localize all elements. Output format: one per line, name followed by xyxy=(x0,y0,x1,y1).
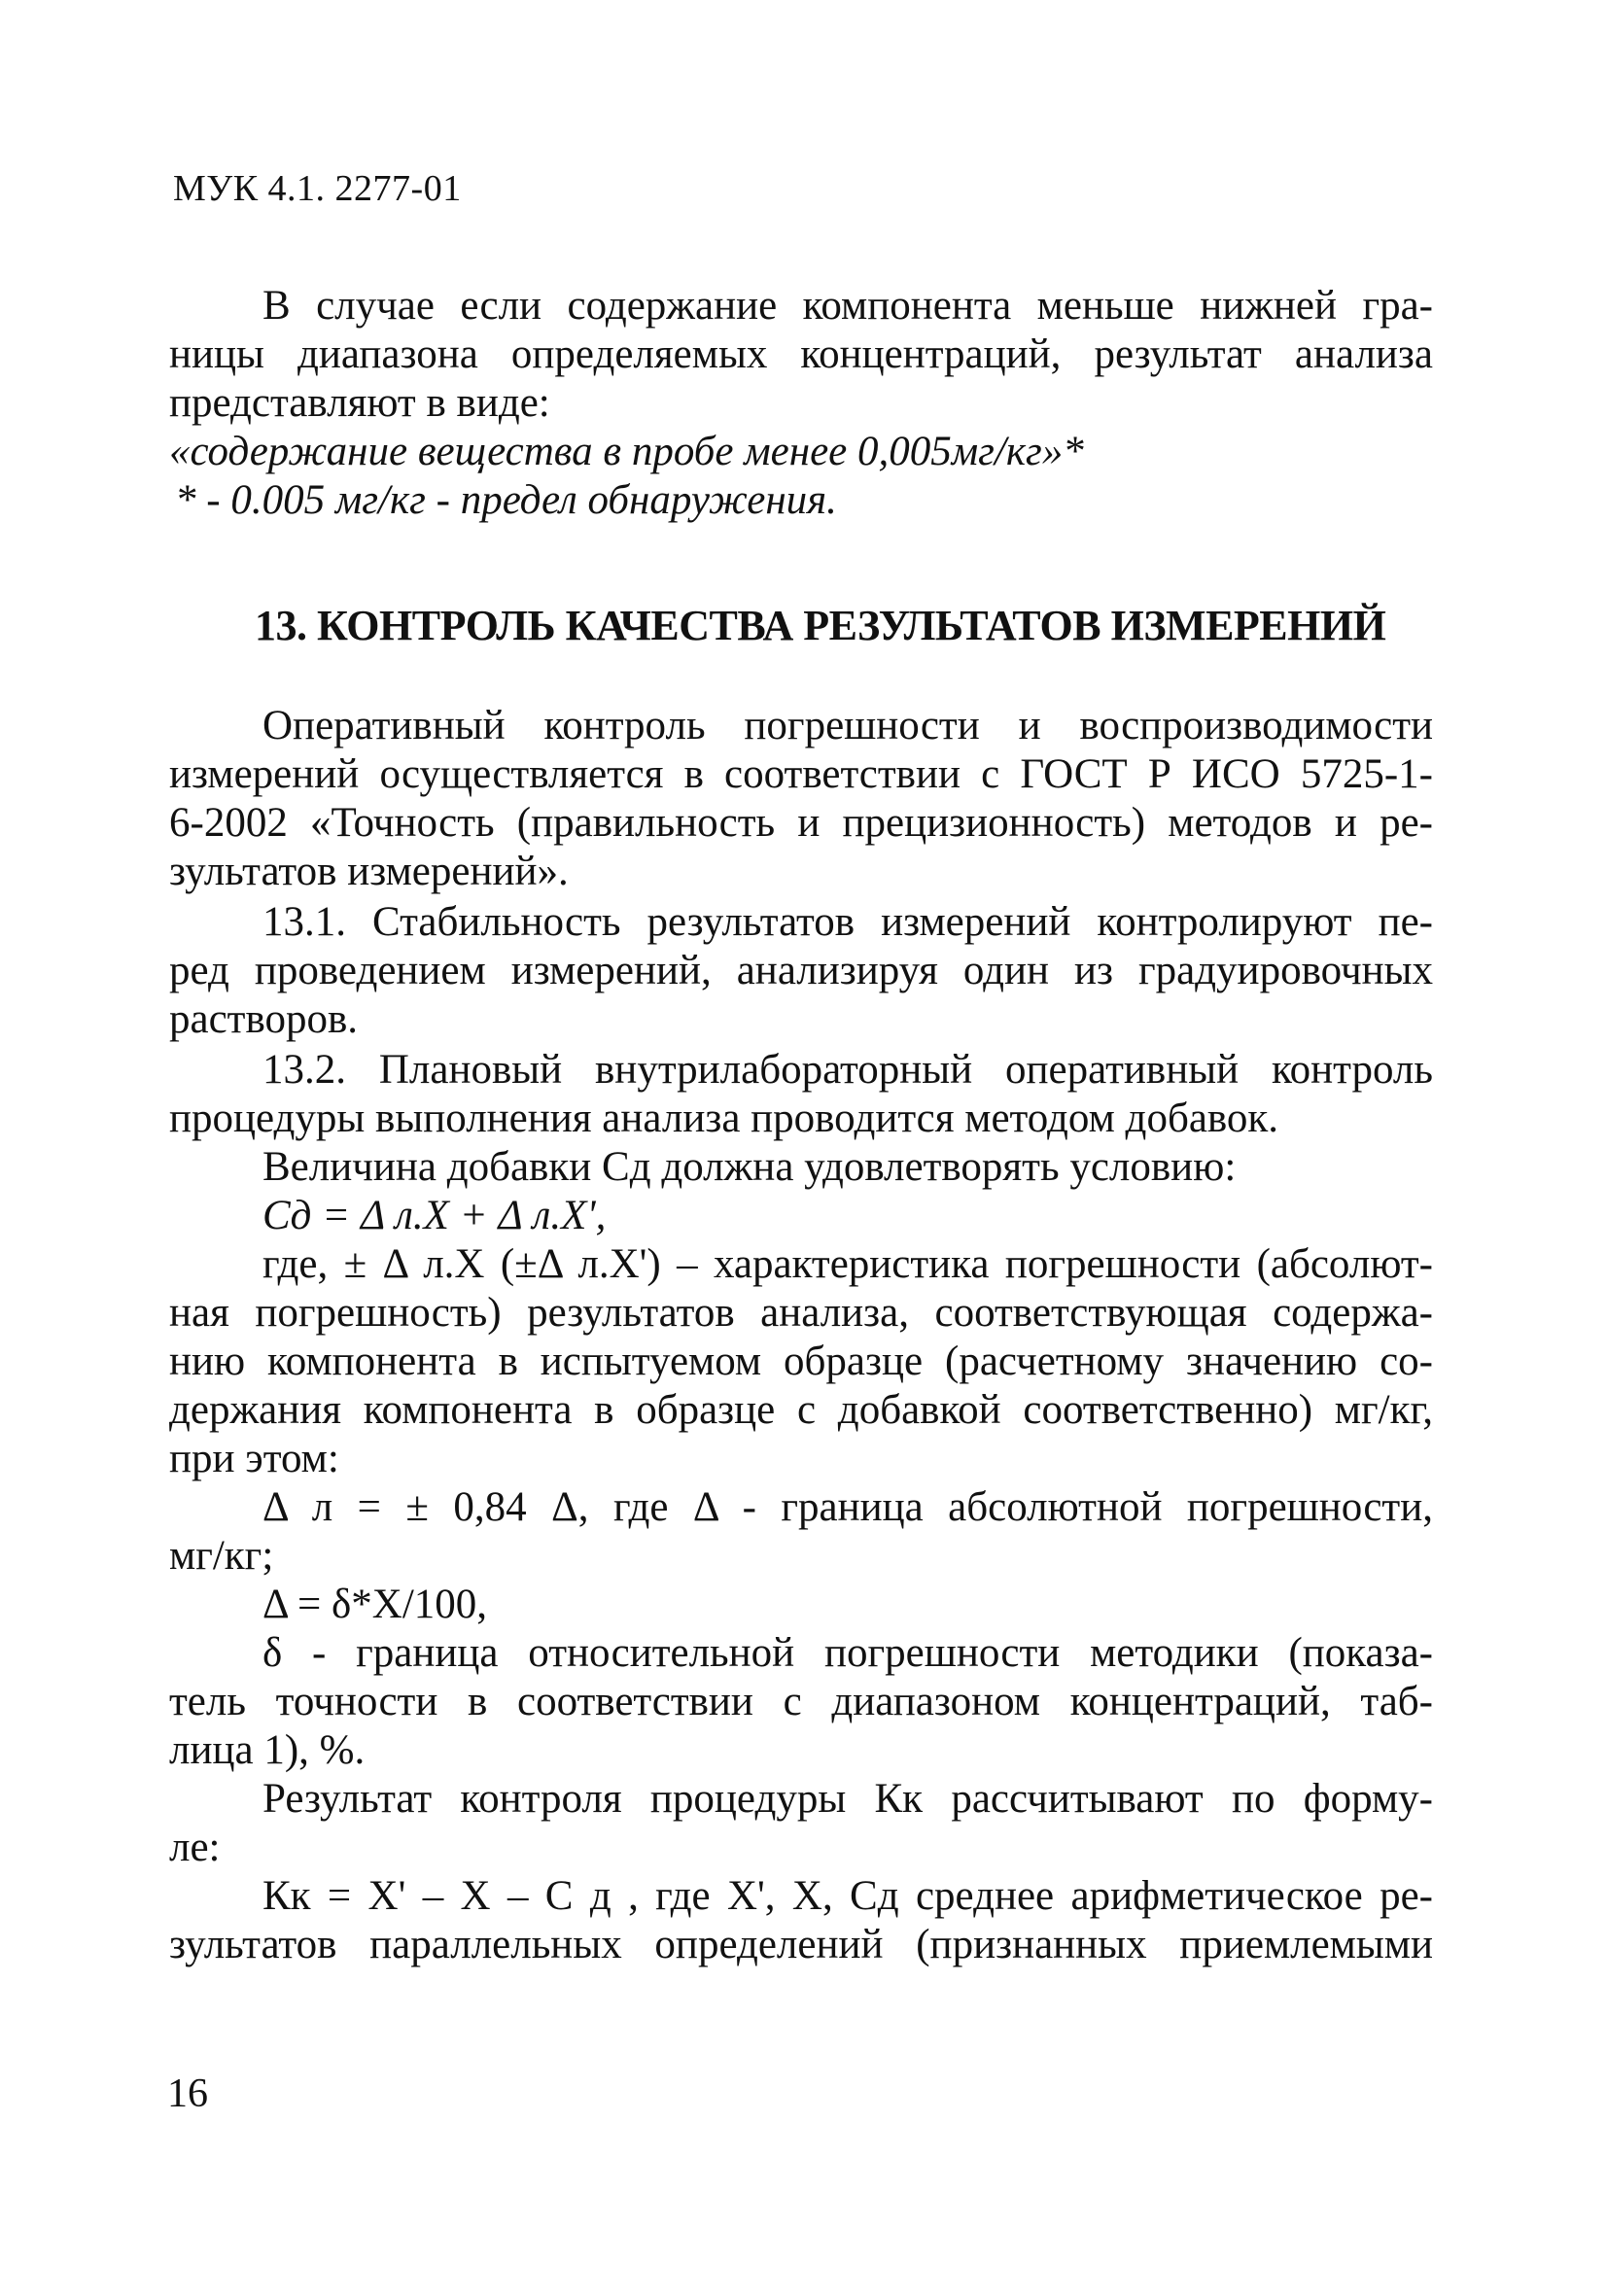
text-line: нию компонента в испытуемом образце (расчетному значению со- xyxy=(169,1339,1433,1384)
text-line: при этом: xyxy=(169,1436,339,1481)
text-line: «содержание вещества в пробе менее 0,005мг/кг»* xyxy=(169,429,1084,474)
text-line: ле: xyxy=(169,1825,221,1870)
text-line: * - 0.005 мг/кг - предел обнаружения. xyxy=(175,477,837,523)
text-line: ная погрешность) результатов анализа, соответствующая содержа- xyxy=(169,1290,1433,1336)
text-line: В случае если содержание компонента меньше нижней гра- xyxy=(262,283,1433,329)
paragraph-13-1 xyxy=(169,898,1433,1044)
page-number: 16 xyxy=(167,2071,208,2116)
text-line: Величина добавки Cд должна удовлетворять условию: xyxy=(262,1144,1237,1190)
text-line: зультатов измерений». xyxy=(169,849,569,894)
formula-line: Δ = δ*X/100, xyxy=(262,1582,488,1627)
text-line: δ - граница относительной погрешности методики (показа- xyxy=(262,1630,1433,1676)
text-line: лица 1), %. xyxy=(169,1727,366,1773)
document-code: МУК 4.1. 2277-01 xyxy=(173,168,462,209)
paragraph-13-2 xyxy=(169,1046,1433,1143)
text-line: измерений осуществляется в соответствии с ГОСТ Р ИСО 5725-1- xyxy=(169,751,1433,797)
text-line: мг/кг; xyxy=(169,1533,274,1579)
text-line: представляют в виде: xyxy=(169,380,550,426)
paragraph-additive xyxy=(169,1143,1433,1775)
text-line: 6-2002 «Точность (правильность и прецизионность) методов и ре- xyxy=(169,800,1433,846)
text-line: ницы диапазона определяемых концентраций, результат анализа xyxy=(169,331,1433,377)
paragraph-gost xyxy=(169,702,1433,896)
text-line: тель точности в соответствии с диапазоном концентраций, таб- xyxy=(169,1679,1433,1724)
text-line: Результат контроля процедуры Кк рассчитывают по форму- xyxy=(262,1776,1433,1822)
intro-paragraph xyxy=(169,282,1433,525)
text-line: где, ± Δ л.X (±Δ л.X') – характеристика погрешности (абсолют- xyxy=(262,1241,1433,1287)
formula-line: Δ л = ± 0,84 Δ, где Δ - граница абсолютной погрешности, xyxy=(262,1484,1433,1530)
formula-line: Cд = Δ л.X + Δ л.X', xyxy=(262,1193,607,1238)
text-line: зультатов параллельных определений (признанных приемлемыми xyxy=(169,1922,1433,1967)
text-line: растворов. xyxy=(169,996,359,1042)
text-line: ред проведением измерений, анализируя один из градуировочных xyxy=(169,948,1433,993)
text-line: 13.2. Плановый внутрилабораторный оперативный контроль xyxy=(262,1047,1433,1093)
formula-line: Кк = X' – X – C д , где X', X, Cд среднее арифметическое ре- xyxy=(262,1873,1433,1919)
text-line: процедуры выполнения анализа проводится методом добавок. xyxy=(169,1096,1279,1141)
text-line: держания компонента в образце с добавкой соответственно) мг/кг, xyxy=(169,1387,1433,1433)
text-line: Оперативный контроль погрешности и воспроизводимости xyxy=(262,703,1433,748)
section-heading: 13. КОНТРОЛЬ КАЧЕСТВА РЕЗУЛЬТАТОВ ИЗМЕРЕНИЙ xyxy=(255,602,1386,649)
text-line: 13.1. Стабильность результатов измерений контролируют пе- xyxy=(262,899,1433,945)
paragraph-control-result xyxy=(169,1775,1433,1969)
